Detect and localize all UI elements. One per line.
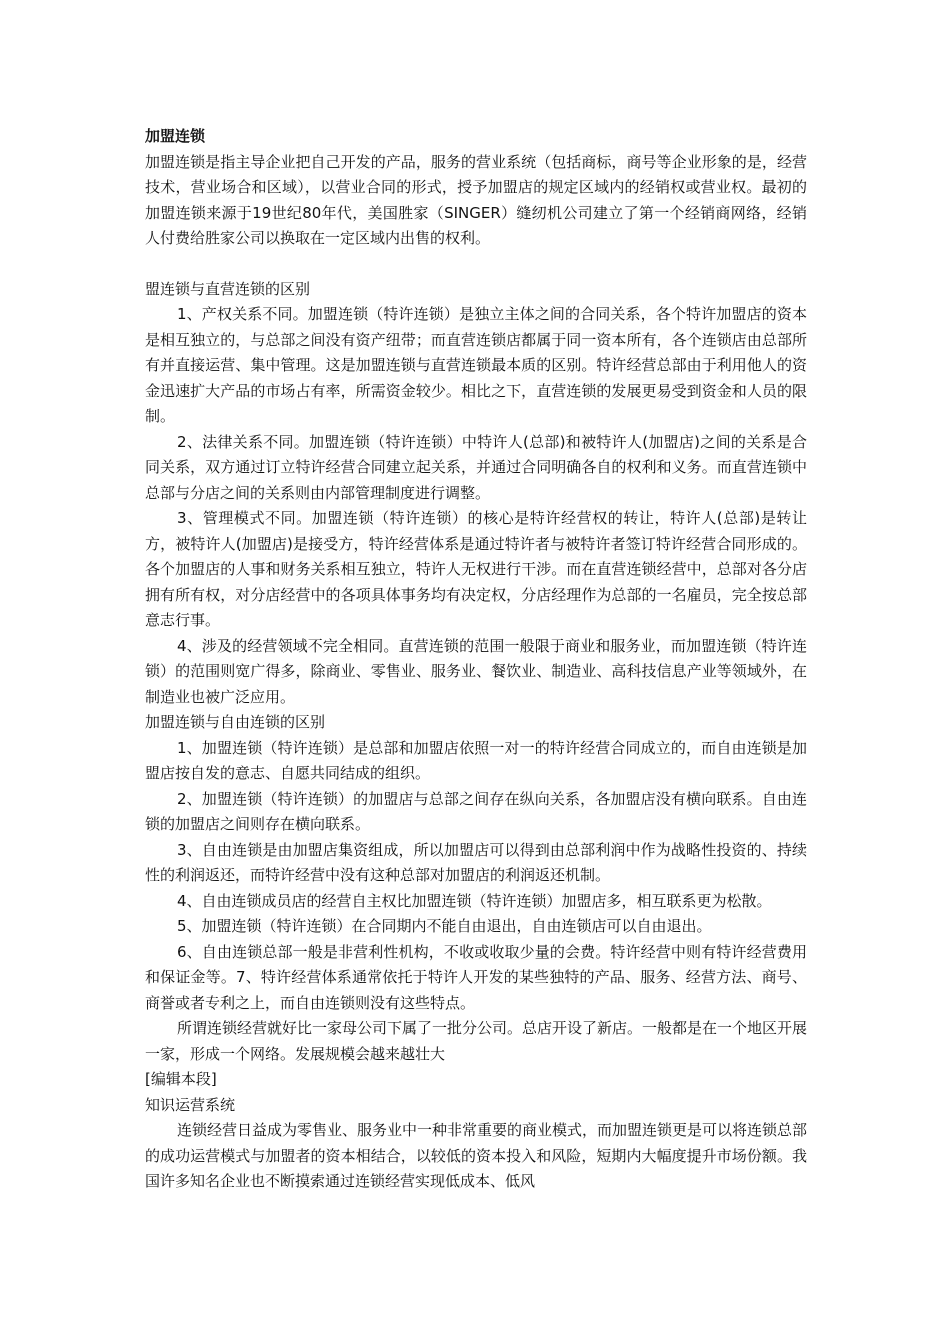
document-title: 加盟连锁 [145,127,206,145]
paragraph: 连锁经营日益成为零售业、服务业中一种非常重要的商业模式，而加盟连锁更是可以将连锁总部的成功运营模式与加盟者的资本相结合，以较低的资本投入和风险，短期内大幅度提升市场份额。我国许多知名企业也不断摸索通过连锁经营实现低成本、低风 [145,1121,808,1190]
paragraph: 3、管理模式不同。加盟连锁（特许连锁）的核心是特许经营权的转让，特许人(总部)是转让方，被特许人(加盟店)是接受方，特许经营体系是通过特许者与被特许者签订特许经营合同形成的。各个加盟店的人事和财务关系相互独立，特许人无权进行干涉。而在直营连锁经营中，总部对各分店拥有所有权，对分店经营中的各项具体事务均有决定权，分店经理作为总部的一名雇员，完全按总部意志行事。 [145,509,807,629]
paragraph: 4、自由连锁成员店的经营自主权比加盟连锁（特许连锁）加盟店多，相互联系更为松散。 [177,891,772,910]
paragraph: 6、自由连锁总部一般是非营利性机构，不收或收取少量的会费。特许经营中则有特许经营费用和保证金等。7、特许经营体系通常依托于特许人开发的某些独特的产品、服务、经营方法、商号、商誉或者专利之上，而自由连锁则没有这些特点。 [145,942,807,1012]
paragraph: 4、涉及的经营领域不完全相同。直营连锁的范围一般限于商业和服务业，而加盟连锁（特许连锁）的范围则宽广得多，除商业、零售业、服务业、餐饮业、制造业、高科技信息产业等领域外，在制造业也被广泛应用。 [145,636,807,706]
blank-line [145,252,807,277]
paragraph: 1、加盟连锁（特许连锁）是总部和加盟店依照一对一的特许经营合同成立的，而自由连锁是加盟店按自发的意志、自愿共同结成的组织。 [145,738,807,782]
section-heading: 加盟连锁与自由连锁的区别 [145,713,326,731]
paragraph: 3、自由连锁是由加盟店集资组成，所以加盟店可以得到由总部利润中作为战略性投资的、持续性的利润返还，而特许经营中没有这种总部对加盟店的利润返还机制。 [145,840,807,884]
paragraph: 5、加盟连锁（特许连锁）在合同期内不能自由退出，自由连锁店可以自由退出。 [177,917,712,935]
edit-section-link[interactable]: [编辑本段] [145,1070,217,1088]
paragraph: 2、加盟连锁（特许连锁）的加盟店与总部之间存在纵向关系，各加盟店没有横向联系。自由连锁的加盟店之间则存在横向联系。 [145,789,807,833]
section-heading: 盟连锁与直营连锁的区别 [145,279,311,298]
paragraph: 1、产权关系不同。加盟连锁（特许连锁）是独立主体之间的合同关系，各个特许加盟店的资本是相互独立的，与总部之间没有资产纽带；而直营连锁店都属于同一资本所有，各个连锁店由总部所有并直接运营、集中管理。这是加盟连锁与直营连锁最本质的区别。特许经营总部由于利用他人的资金迅速扩大产品的市场占有率，所需资金较少。相比之下，直营连锁的发展更易受到资金和人员的限制。 [145,305,807,425]
section-heading: 知识运营系统 [145,1095,236,1114]
document-body [145,124,807,1195]
intro-paragraph: 加盟连锁是指主导企业把自己开发的产品，服务的营业系统（包括商标，商号等企业形象的是，经营技术，营业场合和区域），以营业合同的形式，授予加盟店的规定区域内的经销权或营业权。最初的加盟连锁来源于19世纪80年代，美国胜家（SINGER）缝纫机公司建立了第一个经销商网络，经销人付费给胜家公司以换取在一定区域内出售的权利。 [145,152,807,247]
paragraph: 2、法律关系不同。加盟连锁（特许连锁）中特许人(总部)和被特许人(加盟店)之间的关系是合同关系，双方通过订立特许经营合同建立起关系，并通过合同明确各自的权利和义务。而直营连锁中总部与分店之间的关系则由内部管理制度进行调整。 [145,432,807,502]
paragraph: 所谓连锁经营就好比一家母公司下属了一批分公司。总店开设了新店。一般都是在一个地区开展一家，形成一个网络。发展规模会越来越壮大 [145,1019,808,1063]
